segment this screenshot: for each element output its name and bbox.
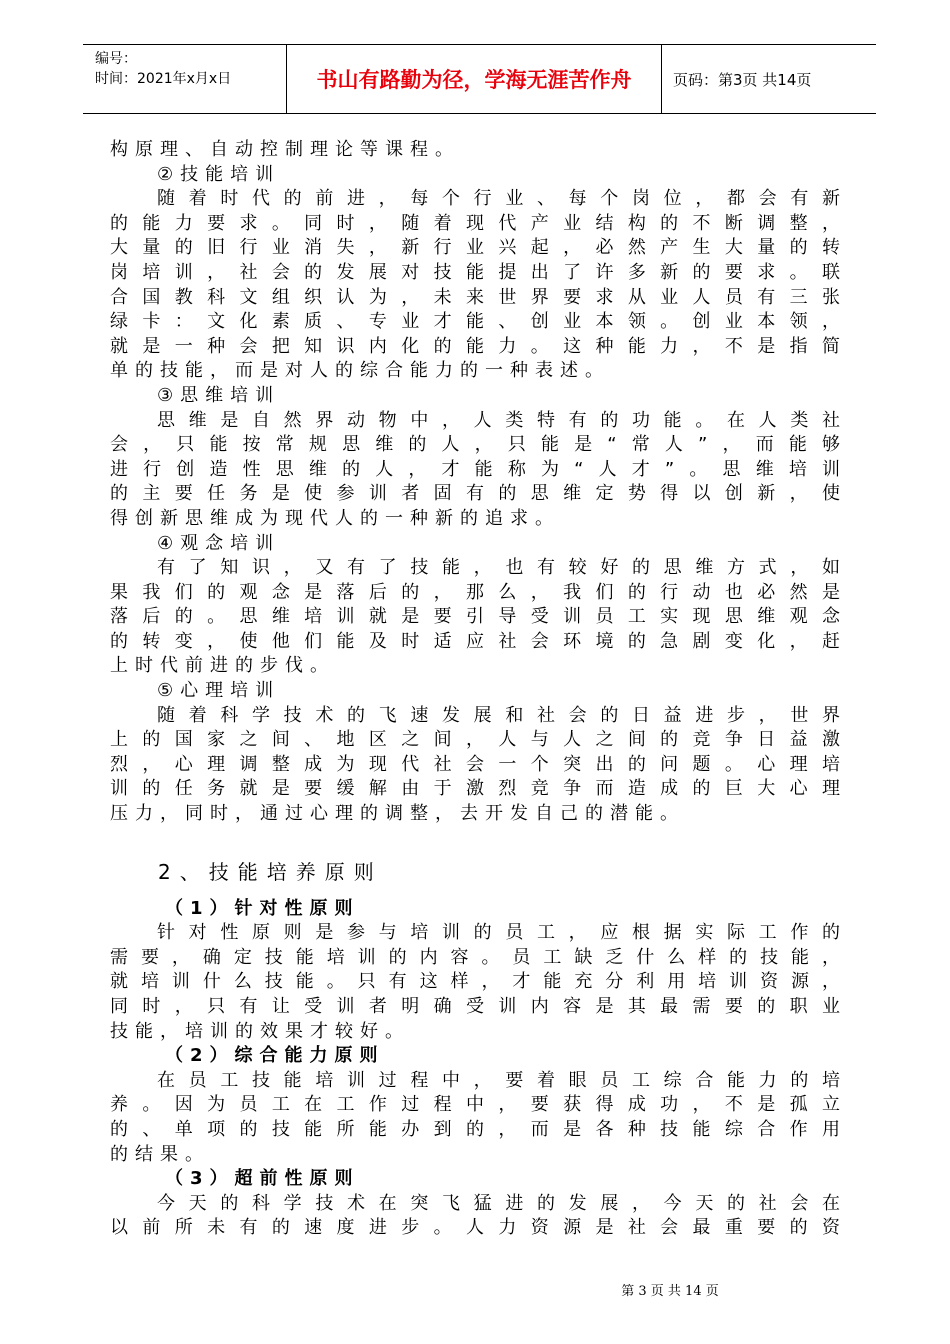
text-line: 技能，培训的效果才较好。 [110, 1020, 410, 1042]
subheading-concept-training: ④观念培训 [157, 532, 281, 554]
text-line: 的转变，使他们能及时适应社会环境的急剧变化，赶 [110, 630, 840, 652]
text-line: 养。因为员工在工作过程中，要获得成功，不是孤立 [110, 1094, 840, 1116]
page-header [83, 44, 876, 114]
text-line: 合国教科文组织认为，未来世界要求从业人员有三张 [110, 286, 840, 308]
subheading-comprehensive-principle: （2）综合能力原则 [165, 1045, 385, 1067]
section-heading: 2、技能培养原则 [158, 859, 383, 884]
header-page-label: 页码：第3页 共14页 [673, 70, 812, 89]
text-line: 同时，只有让受训者明确受训内容是其最需要的职业 [110, 996, 840, 1017]
text-line: 的、单项的技能所能办到的，而是各种技能综合作用 [110, 1118, 840, 1140]
text-line: 单的技能，而是对人的综合能力的一种表述。 [110, 360, 610, 382]
text-line: 烈，心理调整成为现代社会一个突出的问题。心理培 [110, 753, 840, 775]
document-body [110, 138, 840, 1241]
text-line: 的结果。 [110, 1143, 210, 1165]
text-line: 绿卡：文化素质、专业才能、创业本领。创业本领， [110, 311, 840, 333]
text-line: 得创新思维成为现代人的一种新的追求。 [110, 507, 560, 529]
text-line: 以前所未有的速度进步。人力资源是社会最重要的资 [110, 1217, 840, 1239]
subheading-psychology-training: ⑤心理培训 [157, 680, 281, 702]
header-meta [95, 49, 231, 89]
page-footer: 第 3 页 共 14 页 [621, 1284, 719, 1299]
subheading-targeting-principle: （1）针对性原则 [165, 897, 360, 919]
text-line: 的主要任务是使参训者固有的思维定势得以创新，使 [110, 483, 840, 505]
text-line: 在员工技能培训过程中，要着眼员工综合能力的培 [157, 1069, 840, 1091]
text-line: 训的任务就是要缓解由于激烈竞争而造成的巨大心理 [110, 778, 840, 800]
text-line: 上的国家之间、地区之间，人与人之间的竞争日益激 [110, 729, 840, 751]
text-line: 压力，同时，通过心理的调整，去开发自己的潜能。 [110, 803, 685, 825]
text-line: 落后的。思维培训就是要引导受训员工实现思维观念 [110, 606, 840, 628]
text-line: 就培训什么技能。只有这样，才能充分利用培训资源， [110, 971, 840, 993]
text-line: 就是一种会把知识内化的能力。这种能力，不是指简 [110, 335, 840, 357]
subheading-forward-principle: （3）超前性原则 [165, 1168, 360, 1190]
text-line: 构原理、自动控制理论等课程。 [110, 139, 460, 160]
header-divider [661, 45, 662, 113]
text-line: 上时代前进的步伐。 [110, 655, 335, 677]
text-line: 大量的旧行业消失，新行业兴起，必然产生大量的转 [110, 237, 840, 259]
text-line: 进行创造性思维的人，才能称为“人才”。思维培训 [110, 458, 840, 480]
text-line: 思维是自然界动物中，人类特有的功能。在人类社 [157, 409, 840, 431]
text-line: 需要，确定技能培训的内容。员工缺乏什么样的技能， [110, 946, 840, 968]
subheading-skill-training: ②技能培训 [157, 163, 281, 185]
text-line: 的能力要求。同时，随着现代产业结构的不断调整， [110, 212, 840, 234]
text-line: 针对性原则是参与培训的员工，应根据实际工作的 [157, 922, 840, 944]
text-line: 今天的科学技术在突飞猛进的发展，今天的社会在 [157, 1192, 840, 1214]
header-motto: 书山有路勤为径，学海无涯苦作舟 [316, 67, 632, 92]
text-line: 随着科学技术的飞速发展和社会的日益进步，世界 [157, 704, 840, 726]
time-label: 时间：2021年x月x日 [95, 71, 232, 87]
text-line: 有了知识，又有了技能，也有较好的思维方式，如 [157, 557, 840, 579]
text-line: 岗培训，社会的发展对技能提出了许多新的要求。联 [110, 261, 840, 283]
text-line: 随着时代的前进，每个行业、每个岗位，都会有新 [157, 188, 840, 210]
text-line: 果我们的观念是落后的，那么，我们的行动也必然是 [110, 581, 840, 603]
number-label: 编号： [95, 51, 137, 67]
text-line: 会，只能按常规思维的人，只能是“常人”，而能够 [110, 434, 840, 456]
subheading-thinking-training: ③思维培训 [157, 384, 281, 406]
